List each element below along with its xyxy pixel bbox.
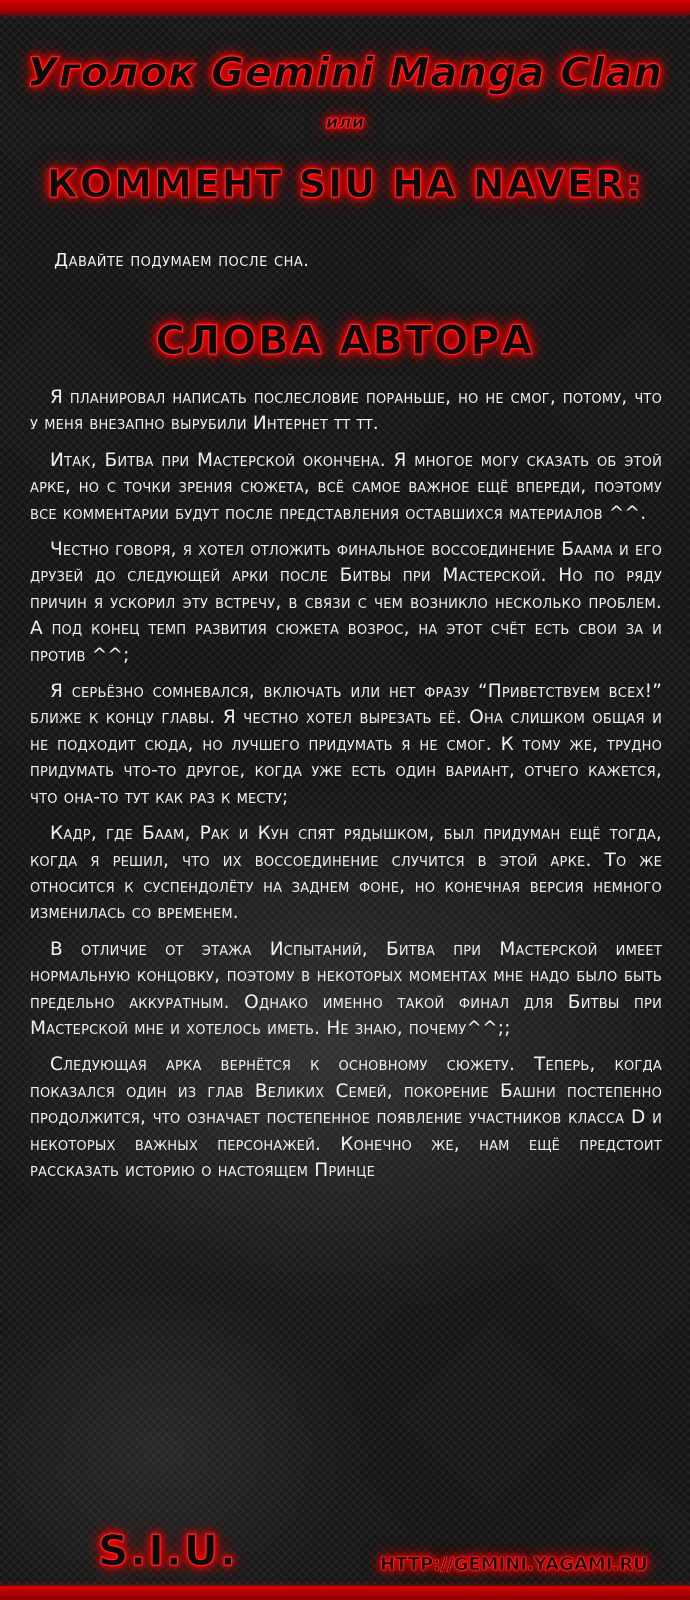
comment-text: Давайте подумаем после сна. [54,250,310,271]
top-red-bar [0,0,690,14]
author-paragraph: Я планировал написать послесловие пораньше, но не смог, потому, что у меня внезапно вырубили Интернет тт тт. [30,387,662,435]
comment-heading: КОММЕНТ SIU НА NAVER: [46,162,644,206]
page-title: Уголок Gemini Manga Clan [27,50,663,96]
author-notes [30,385,662,1194]
author-paragraph: Я серьёзно сомневался, включать или нет фразу “Приветствуем всех!” ближе к концу главы. Я честно хотел вырезать её. Она слишком общая и не подходит сюда, но лучшего придумать я не смог. К тому же, трудно придумать что-то другое, когда уже есть один вариант, отчего кажется, что она-то тут как раз к месту; [30,681,662,808]
author-heading: СЛОВА АВТОРА [155,318,535,364]
author-paragraph: Итак, Битва при Мастерской окончена. Я многое могу сказать об этой арке, но с точки зрения сюжета, всё самое важное ещё впереди, поэтому все комментарии будут после представления оставшихся материалов ^^. [30,449,662,524]
bottom-red-bar [0,1586,690,1600]
author-paragraph: В отличие от этажа Испытаний, Битва при Мастерской имеет нормальную концовку, поэтому в некоторых моментах мне надо было быть предельно аккуратным. Однако именно такой финал для Битвы при Мастерской мне и хотелось иметь. Не знаю, почему^^;; [30,938,662,1039]
author-paragraph: Кадр, где Баам, Рак и Кун спят рядышком, был придуман ещё тогда, когда я решил, что их воссоединение случится в этой арке. То же относится к суспендолёту на заднем фоне, но конечная версия немного изменилась со временем. [30,823,662,924]
page-subtitle: или [325,112,365,133]
author-signature: S.I.U. [98,1526,238,1575]
author-paragraph: Честно говоря, я хотел отложить финальное воссоединение Баама и его друзей до следующей арки после Битвы при Мастерской. Но по ряду причин я ускорил эту встречу, в связи с чем возникло несколько проблем. А под конец темп развития сюжета возрос, на этот счёт есть свои за и против ^^; [30,539,662,666]
author-paragraph: Следующая арка вернётся к основному сюжету. Теперь, когда показался один из глав Великих Семей, покорение Башни постепенно продолжится, что означает постепенное появление участников класса D и некоторых важных персонажей. Конечно же, нам ещё предстоит рассказать историю о настоящем Принце [30,1054,662,1181]
site-url-link[interactable]: HTTP://GEMINI.YAGAMI.RU [380,1554,648,1575]
